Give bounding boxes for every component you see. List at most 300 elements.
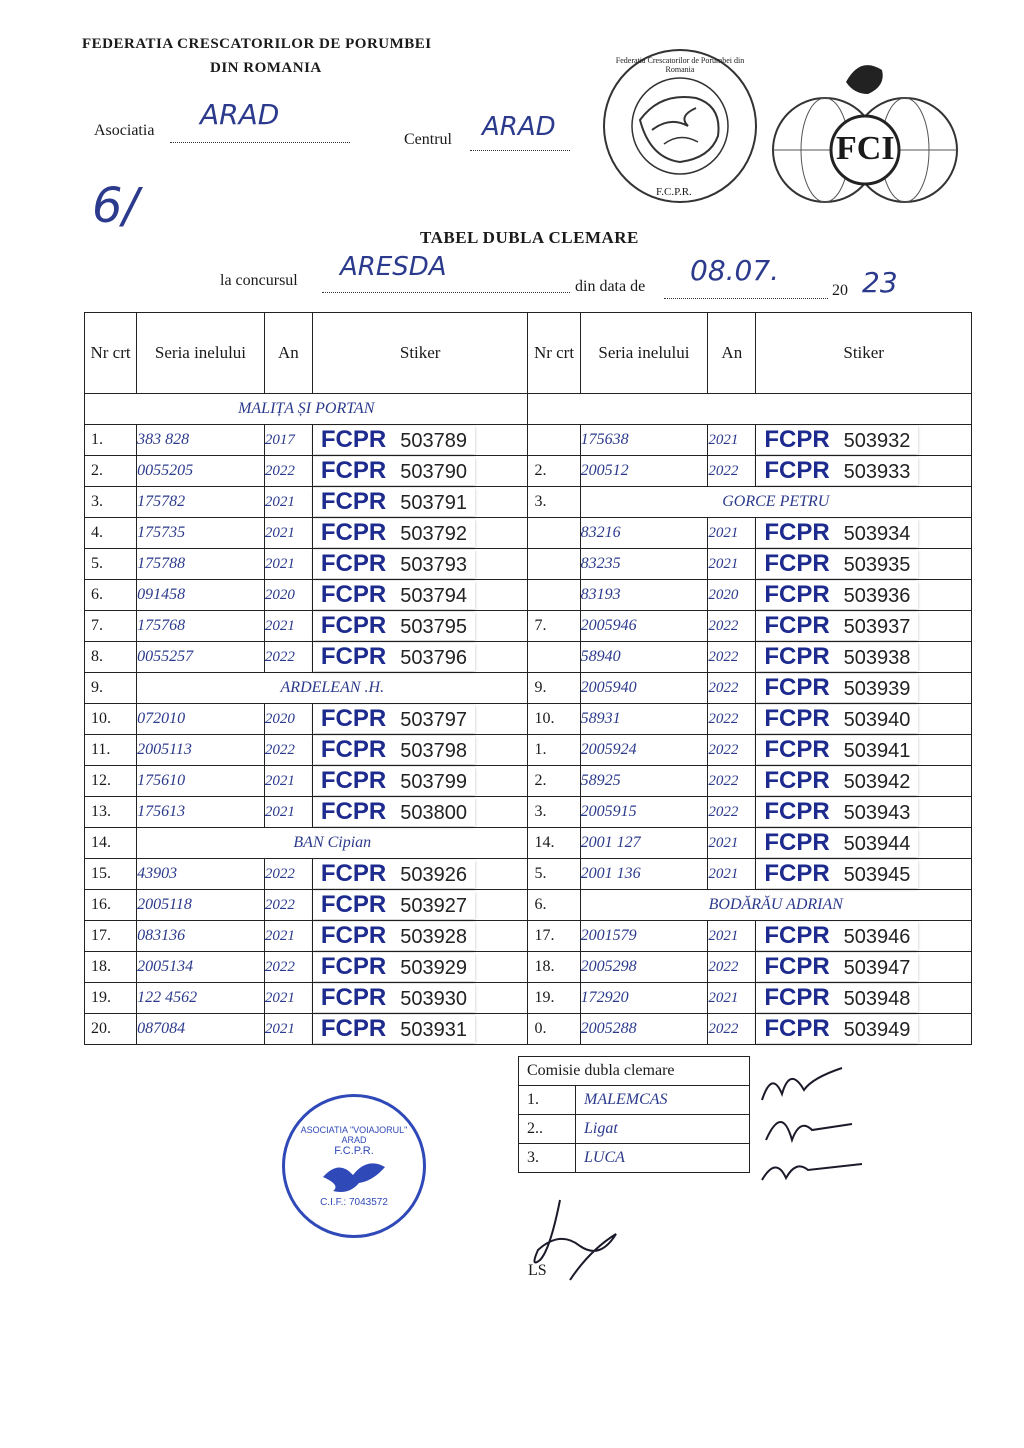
- table-row: [85, 518, 972, 549]
- sticker-label: [313, 519, 475, 547]
- ring-series: 175638: [580, 425, 708, 456]
- sticker-label: [756, 581, 918, 609]
- owner-row-left: ARDELEAN .H.: [137, 673, 528, 704]
- table-header-row: [85, 313, 972, 394]
- concurs-value: ARESDA: [340, 252, 447, 282]
- row-nr: 14.: [85, 828, 137, 859]
- row-nr: 0.: [528, 1014, 580, 1045]
- sticker-number: 503789: [400, 430, 467, 452]
- row-nr: 6.: [85, 580, 137, 611]
- sticker-number: 503928: [400, 926, 467, 948]
- sticker-cell: [756, 735, 972, 766]
- sticker-number: 503948: [843, 988, 911, 1010]
- sticker-label: [313, 457, 475, 485]
- document-title: TABEL DUBLA CLEMARE: [420, 228, 639, 247]
- row-nr: 2.: [528, 766, 580, 797]
- sticker-prefix: FCPR: [764, 953, 830, 980]
- sticker-label: [313, 581, 475, 609]
- header-stiker-right: Stiker: [756, 313, 972, 394]
- data-label: din data de: [575, 278, 646, 295]
- sticker-label: [756, 953, 918, 981]
- sticker-prefix: FCPR: [764, 860, 830, 887]
- ring-year: 2021: [708, 549, 756, 580]
- row-nr: 7.: [85, 611, 137, 642]
- ring-year: 2022: [264, 890, 312, 921]
- sticker-label: [756, 426, 918, 454]
- sticker-number: 503926: [400, 864, 467, 886]
- table-row: [85, 456, 972, 487]
- sticker-label: [756, 860, 918, 888]
- sticker-cell: [312, 797, 528, 828]
- ring-series: 2005288: [580, 1014, 708, 1045]
- ring-series: 58940: [580, 642, 708, 673]
- sticker-cell: [312, 1014, 528, 1045]
- sticker-label: [756, 457, 918, 485]
- sticker-cell: [756, 983, 972, 1014]
- ring-series: 2005940: [580, 673, 708, 704]
- table-row: [85, 611, 972, 642]
- ring-year: 2022: [264, 456, 312, 487]
- sticker-cell: [312, 487, 528, 518]
- sticker-prefix: FCPR: [320, 984, 387, 1011]
- ring-year: 2022: [708, 642, 756, 673]
- row-nr: 12.: [85, 766, 137, 797]
- sticker-prefix: FCPR: [320, 860, 387, 887]
- ring-year: 2021: [264, 921, 312, 952]
- sticker-number: 503932: [843, 430, 911, 452]
- sticker-label: [313, 1015, 475, 1043]
- sticker-cell: [756, 1014, 972, 1045]
- sticker-cell: [756, 456, 972, 487]
- fcpr-logo-ring-text: Federatia Crescatorilor de Porumbei din Romania: [615, 56, 745, 74]
- ring-series: 43903: [137, 859, 265, 890]
- sticker-number: 503934: [843, 523, 911, 545]
- sticker-cell: [312, 642, 528, 673]
- ring-year: 2021: [708, 425, 756, 456]
- ring-series: 175788: [137, 549, 265, 580]
- sticker-number: 503933: [843, 461, 911, 483]
- commission-member: MALEMCAS: [576, 1086, 750, 1115]
- ring-year: 2021: [708, 921, 756, 952]
- asociatia-dots: [170, 134, 350, 143]
- ring-series: 383 828: [137, 425, 265, 456]
- stamp-dove-icon: [319, 1157, 389, 1197]
- federation-name: FEDERATIA CRESCATORILOR DE PORUMBEI: [82, 36, 432, 52]
- ring-series: 2005113: [137, 735, 265, 766]
- table-row: [85, 766, 972, 797]
- row-nr: [528, 580, 580, 611]
- ring-year: 2021: [264, 766, 312, 797]
- ring-series: 2005118: [137, 890, 265, 921]
- ring-series: 2005946: [580, 611, 708, 642]
- sticker-cell: [756, 766, 972, 797]
- row-nr: 20.: [85, 1014, 137, 1045]
- sticker-number: 503949: [843, 1019, 911, 1041]
- table-body: [85, 394, 972, 1045]
- sticker-label: [756, 798, 918, 826]
- sticker-label: [313, 612, 475, 640]
- sticker-number: 503936: [843, 585, 911, 607]
- ring-year: 2022: [708, 673, 756, 704]
- table-row: [85, 828, 972, 859]
- ring-year: 2022: [708, 797, 756, 828]
- table-row: [85, 952, 972, 983]
- ring-series: 2001 136: [580, 859, 708, 890]
- sticker-prefix: FCPR: [320, 612, 387, 639]
- sticker-prefix: FCPR: [320, 953, 387, 980]
- sticker-prefix: FCPR: [320, 519, 387, 546]
- ring-year: 2020: [264, 704, 312, 735]
- table-row: [85, 797, 972, 828]
- concurs-dots: [322, 284, 570, 293]
- ring-series: 2001579: [580, 921, 708, 952]
- ring-year: 2021: [708, 859, 756, 890]
- sticker-label: [313, 891, 475, 919]
- sticker-cell: [312, 425, 528, 456]
- ring-year: 2022: [264, 952, 312, 983]
- sticker-number: 503790: [400, 461, 467, 483]
- sticker-prefix: FCPR: [764, 674, 830, 701]
- stamp-cif: C.I.F.: 7043572: [320, 1196, 388, 1208]
- sticker-cell: [756, 673, 972, 704]
- asociatia-value: ARAD: [200, 98, 280, 131]
- ring-year: 2022: [708, 1014, 756, 1045]
- sticker-cell: [756, 425, 972, 456]
- ring-series: 58925: [580, 766, 708, 797]
- ring-series: 2005915: [580, 797, 708, 828]
- sticker-prefix: FCPR: [764, 922, 830, 949]
- header-nr-right: Nr crt: [528, 313, 580, 394]
- row-nr: [528, 549, 580, 580]
- sticker-cell: [312, 859, 528, 890]
- sticker-number: 503939: [843, 678, 911, 700]
- ring-series: 175768: [137, 611, 265, 642]
- table-row: [85, 549, 972, 580]
- sticker-label: [756, 674, 918, 702]
- ring-year: 2021: [708, 983, 756, 1014]
- owner-row-left: MALIȚA ȘI PORTAN: [85, 394, 528, 425]
- sticker-cell: [312, 580, 528, 611]
- row-nr: 16.: [85, 890, 137, 921]
- sticker-cell: [756, 952, 972, 983]
- table-row: [85, 487, 972, 518]
- sticker-prefix: FCPR: [320, 736, 387, 763]
- sticker-cell: [312, 518, 528, 549]
- ring-year: 2022: [708, 735, 756, 766]
- table-row: [85, 921, 972, 952]
- sticker-label: [756, 922, 918, 950]
- ring-series: 175782: [137, 487, 265, 518]
- sticker-label: [313, 426, 475, 454]
- ring-series: 175610: [137, 766, 265, 797]
- sticker-number: 503931: [400, 1019, 467, 1041]
- sticker-cell: [312, 704, 528, 735]
- sticker-cell: [756, 921, 972, 952]
- row-nr: 19.: [85, 983, 137, 1014]
- page-number: 6/: [92, 178, 139, 234]
- sticker-prefix: FCPR: [320, 457, 387, 484]
- row-nr: 10.: [528, 704, 580, 735]
- sticker-label: [313, 953, 475, 981]
- sticker-label: [313, 643, 475, 671]
- sticker-cell: [756, 611, 972, 642]
- sticker-number: 503792: [400, 523, 467, 545]
- row-nr: 18.: [85, 952, 137, 983]
- commission-nr: 1.: [519, 1086, 576, 1115]
- sticker-prefix: FCPR: [764, 829, 830, 856]
- ring-series: 83235: [580, 549, 708, 580]
- ring-series: 072010: [137, 704, 265, 735]
- commission-title: Comisie dubla clemare: [519, 1057, 750, 1086]
- sticker-label: [313, 705, 475, 733]
- sticker-number: 503794: [400, 585, 467, 607]
- sticker-cell: [312, 456, 528, 487]
- sticker-number: 503945: [843, 864, 911, 886]
- row-nr: 11.: [85, 735, 137, 766]
- sticker-number: 503793: [400, 554, 467, 576]
- row-nr: 13.: [85, 797, 137, 828]
- table-row: [85, 642, 972, 673]
- row-nr: 18.: [528, 952, 580, 983]
- date-value: 08.07.: [690, 254, 780, 287]
- sticker-cell: [312, 735, 528, 766]
- header-serie-right: Seria inelului: [580, 313, 708, 394]
- ring-series: 175613: [137, 797, 265, 828]
- row-nr: 17.: [528, 921, 580, 952]
- ls-label: LS: [528, 1262, 547, 1279]
- sticker-prefix: FCPR: [320, 891, 387, 918]
- sticker-cell: [756, 580, 972, 611]
- ring-year: 2022: [708, 952, 756, 983]
- sticker-label: [313, 736, 475, 764]
- asociatia-label: Asociatia: [94, 122, 155, 139]
- ring-series: 2005298: [580, 952, 708, 983]
- row-nr: 1.: [528, 735, 580, 766]
- sticker-number: 503927: [400, 895, 467, 917]
- ring-year: 2022: [264, 735, 312, 766]
- ring-year: 2021: [264, 549, 312, 580]
- row-nr: 3.: [85, 487, 137, 518]
- table-row: [85, 890, 972, 921]
- centrul-dots: [470, 142, 570, 151]
- row-nr: 17.: [85, 921, 137, 952]
- sticker-label: [756, 705, 918, 733]
- sticker-number: 503940: [843, 709, 911, 731]
- year-prefix: 20: [832, 282, 848, 299]
- sticker-number: 503930: [400, 988, 467, 1010]
- ring-year: 2022: [708, 611, 756, 642]
- sticker-label: [313, 550, 475, 578]
- ring-series: 83193: [580, 580, 708, 611]
- sticker-cell: [312, 983, 528, 1014]
- federation-country: DIN ROMANIA: [210, 60, 322, 76]
- sticker-label: [313, 984, 475, 1012]
- commission-signatures: [752, 1060, 872, 1190]
- sticker-number: 503796: [400, 647, 467, 669]
- row-nr: 3.: [528, 487, 580, 518]
- sticker-number: 503935: [843, 554, 911, 576]
- ring-year: 2021: [264, 983, 312, 1014]
- concurs-label: la concursul: [220, 272, 298, 289]
- ring-series: 200512: [580, 456, 708, 487]
- row-nr: 9.: [528, 673, 580, 704]
- sticker-label: [313, 860, 475, 888]
- ring-year: 2020: [264, 580, 312, 611]
- ring-series: 2001 127: [580, 828, 708, 859]
- sticker-cell: [312, 549, 528, 580]
- sticker-prefix: FCPR: [320, 922, 387, 949]
- sticker-prefix: FCPR: [320, 550, 387, 577]
- row-nr: 14.: [528, 828, 580, 859]
- sticker-label: [756, 643, 918, 671]
- sticker-number: 503797: [400, 709, 467, 731]
- ring-series: 087084: [137, 1014, 265, 1045]
- table-row: [85, 735, 972, 766]
- row-nr: 6.: [528, 890, 580, 921]
- clemare-table: [84, 312, 972, 1045]
- ring-series: 172920: [580, 983, 708, 1014]
- sticker-cell: [756, 549, 972, 580]
- row-nr: [528, 518, 580, 549]
- sticker-label: [313, 767, 475, 795]
- sticker-prefix: FCPR: [764, 767, 830, 794]
- sticker-number: 503791: [400, 492, 467, 514]
- ring-year: 2022: [708, 704, 756, 735]
- sticker-cell: [756, 642, 972, 673]
- sticker-number: 503946: [843, 926, 911, 948]
- sticker-prefix: FCPR: [320, 1015, 387, 1042]
- sticker-number: 503800: [400, 802, 467, 824]
- sticker-prefix: FCPR: [320, 705, 387, 732]
- sticker-number: 503798: [400, 740, 467, 762]
- year-value: 23: [862, 266, 898, 299]
- sticker-number: 503947: [843, 957, 911, 979]
- owner-row-right: GORCE PETRU: [580, 487, 971, 518]
- commission-row: [519, 1144, 750, 1173]
- row-nr: 5.: [85, 549, 137, 580]
- ring-series: 083136: [137, 921, 265, 952]
- ring-year: 2022: [264, 859, 312, 890]
- sticker-label: [756, 829, 918, 857]
- sticker-prefix: FCPR: [320, 488, 387, 515]
- sticker-label: [756, 550, 918, 578]
- ring-year: 2021: [708, 518, 756, 549]
- sticker-number: 503795: [400, 616, 467, 638]
- sticker-cell: [756, 828, 972, 859]
- ring-year: 2021: [264, 611, 312, 642]
- row-nr: 10.: [85, 704, 137, 735]
- sticker-label: [756, 1015, 918, 1043]
- row-nr: 4.: [85, 518, 137, 549]
- table-row: [85, 983, 972, 1014]
- fci-logo: [770, 50, 960, 210]
- header-nr-left: Nr crt: [85, 313, 137, 394]
- ring-series: 122 4562: [137, 983, 265, 1014]
- table-row: [85, 1014, 972, 1045]
- commission-table: [518, 1056, 750, 1173]
- row-nr: [528, 425, 580, 456]
- sticker-label: [756, 612, 918, 640]
- sticker-cell: [312, 921, 528, 952]
- sticker-label: [313, 798, 475, 826]
- sticker-label: [756, 736, 918, 764]
- row-nr: 8.: [85, 642, 137, 673]
- table-row: [85, 704, 972, 735]
- commission-row: [519, 1115, 750, 1144]
- row-nr: 5.: [528, 859, 580, 890]
- sticker-cell: [756, 859, 972, 890]
- sticker-prefix: FCPR: [320, 767, 387, 794]
- ring-series: 2005924: [580, 735, 708, 766]
- header-stiker-left: Stiker: [312, 313, 528, 394]
- sticker-label: [756, 519, 918, 547]
- row-nr: 19.: [528, 983, 580, 1014]
- centrul-value: ARAD: [482, 112, 556, 142]
- row-nr: 2.: [528, 456, 580, 487]
- ring-year: 2017: [264, 425, 312, 456]
- owner-row-right: BODĂRĂU ADRIAN: [580, 890, 971, 921]
- ring-year: 2020: [708, 580, 756, 611]
- sticker-prefix: FCPR: [764, 426, 830, 453]
- sticker-prefix: FCPR: [320, 426, 387, 453]
- ring-series: 091458: [137, 580, 265, 611]
- ring-year: 2021: [264, 797, 312, 828]
- row-nr: 7.: [528, 611, 580, 642]
- ring-series: 0055257: [137, 642, 265, 673]
- sticker-prefix: FCPR: [764, 457, 830, 484]
- stamp-top-text: ASOCIATIA "VOIAJORUL" ARAD: [300, 1124, 408, 1145]
- ring-year: 2021: [264, 487, 312, 518]
- ring-series: 83216: [580, 518, 708, 549]
- header-serie-left: Seria inelului: [137, 313, 265, 394]
- sticker-number: 503929: [400, 957, 467, 979]
- table-row: [85, 673, 972, 704]
- sticker-prefix: FCPR: [764, 550, 830, 577]
- date-dots: [664, 290, 828, 299]
- sticker-label: [313, 922, 475, 950]
- stamp-abbr: F.C.P.R.: [334, 1144, 374, 1157]
- ring-year: 2022: [708, 456, 756, 487]
- sticker-cell: [756, 518, 972, 549]
- sticker-number: 503937: [843, 616, 911, 638]
- sticker-cell: [312, 952, 528, 983]
- header-an-left: An: [264, 313, 312, 394]
- sticker-prefix: FCPR: [320, 581, 387, 608]
- ring-series: 175735: [137, 518, 265, 549]
- ring-year: 2021: [264, 518, 312, 549]
- sticker-label: [313, 488, 475, 516]
- row-nr: 9.: [85, 673, 137, 704]
- sticker-label: [756, 984, 918, 1012]
- ring-series: 58931: [580, 704, 708, 735]
- centrul-label: Centrul: [404, 131, 452, 148]
- ring-year: 2022: [264, 642, 312, 673]
- table-row: [85, 859, 972, 890]
- fcpr-logo-abbr: F.C.P.R.: [656, 186, 692, 198]
- owner-row-left: BAN Cipian: [137, 828, 528, 859]
- sticker-prefix: FCPR: [764, 705, 830, 732]
- table-row: [85, 394, 972, 425]
- sticker-label: [756, 767, 918, 795]
- row-nr: 3.: [528, 797, 580, 828]
- ring-series: 2005134: [137, 952, 265, 983]
- sticker-prefix: FCPR: [764, 643, 830, 670]
- sticker-prefix: FCPR: [764, 1015, 830, 1042]
- row-nr: 15.: [85, 859, 137, 890]
- empty-cell: [528, 394, 972, 425]
- sticker-number: 503941: [843, 740, 911, 762]
- commission-member: Ligat: [576, 1115, 750, 1144]
